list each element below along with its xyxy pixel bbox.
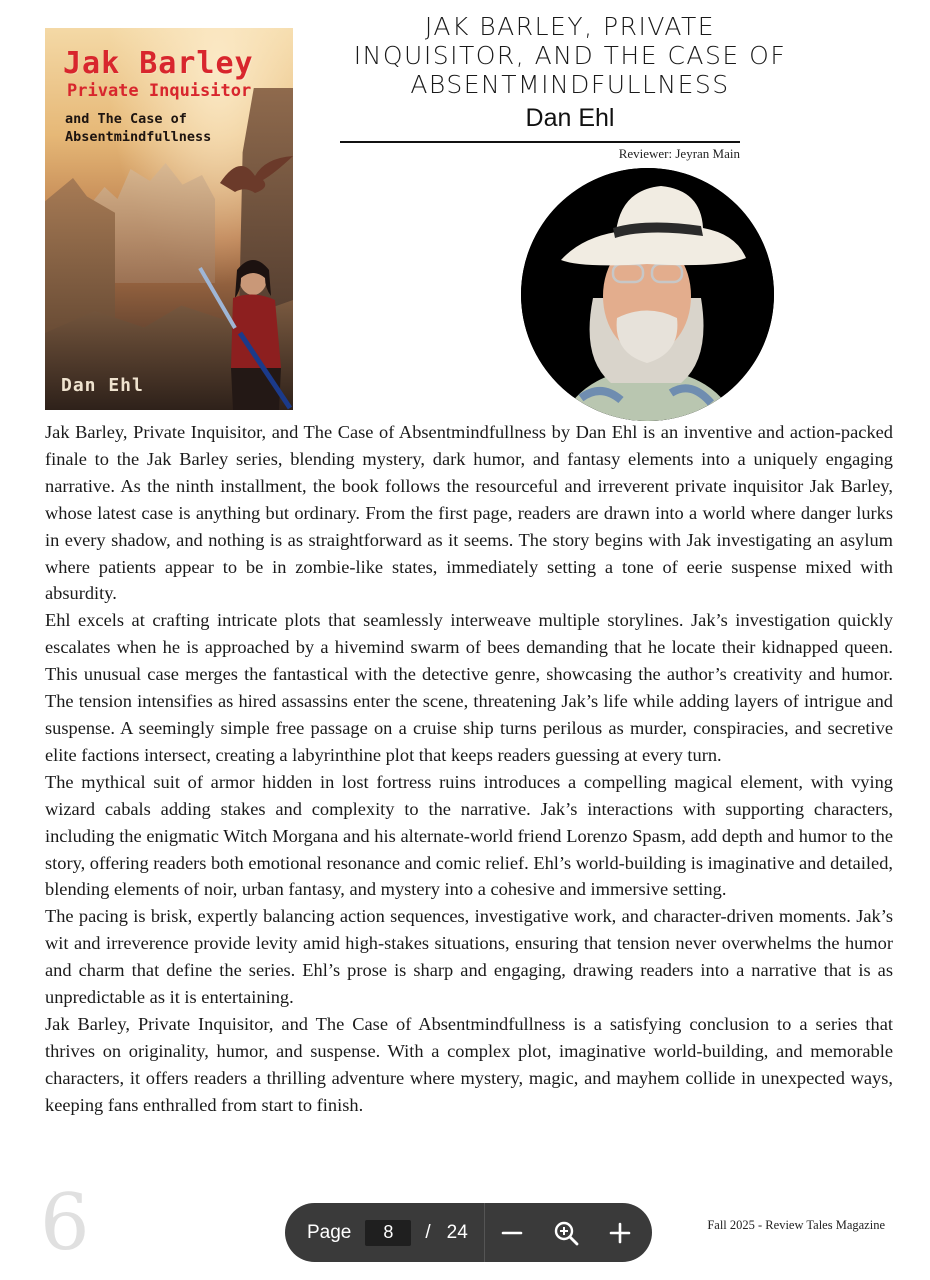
book-title: JAK BARLEY, PRIVATE INQUISITOR, AND THE CASE OF ABSENTMINDFULLNESS	[353, 12, 787, 99]
cover-author: Dan Ehl	[61, 375, 144, 396]
author-name: Dan Ehl	[525, 104, 615, 132]
cover-subtitle-2: and The Case of Absentmindfullness	[65, 111, 212, 145]
cover-title: Jak Barley	[63, 46, 254, 81]
printed-page-number: 6	[40, 1178, 90, 1268]
total-pages: 24	[446, 1221, 468, 1243]
author-photo	[521, 168, 774, 421]
article-paragraph: Jak Barley, Private Inquisitor, and The Case of Absentmindfullness is a satisfying conclusion to a series that thrives on originality, humor, and suspense. With a complex plot, imaginative world-building, and memorable characters, it offers readers a thrilling adventure where mystery, magic, and mayhem collide in unexpected ways, keeping fans enthralled from start to finish.	[45, 1013, 893, 1115]
article-paragraph: The mythical suit of armor hidden in lost fortress ruins introduces a compelling magical element, with vying wizard cabals adding stakes and complexity to the narrative. Jak’s interactions with supporting characters, including the enigmatic Witch Morgana and his alternate-world friend Lorenzo Spasm, add depth and humor to the story, offering readers both emotional resonance and comic relief. Ehl’s world-building is imaginative and detailed, blending elements of noir, urban fantasy, and mystery into a cohesive and immersive setting.	[45, 771, 893, 900]
dragon-icon	[215, 148, 293, 208]
minus-icon	[501, 1222, 523, 1244]
plus-icon	[609, 1222, 631, 1244]
reviewer-credit: Reviewer: Jeyran Main	[618, 146, 740, 161]
magazine-footer: Fall 2025 - Review Tales Magazine	[707, 1218, 885, 1232]
article-paragraph: The pacing is brisk, expertly balancing action sequences, investigative work, and character-driven moments. Jak’s wit and irreverence provide levity amid high-stakes situations, ensuring that tension never overwhelms the humor and charm that define the series. Ehl’s prose is sharp and engaging, drawing readers into a narrative that is as unpredictable as it is entertaining.	[45, 906, 893, 1008]
review-article	[45, 419, 893, 1119]
page-separator: /	[425, 1221, 431, 1243]
cover-hero-figure	[195, 248, 293, 410]
article-paragraph: Jak Barley, Private Inquisitor, and The Case of Absentmindfullness by Dan Ehl is an inventive and action-packed finale to the Jak Barley series, blending mystery, dark humor, and fantasy elements into a uniquely engaging narrative. As the ninth installment, the book follows the resourceful and irreverent private inquisitor Jak Barley, whose latest case is anything but ordinary. From the first page, readers are drawn into a world where danger lurks in every shadow, and nothing is as straightforward as it seems. The story begins with Jak investigating an asylum where patients appear to be in zombie-like states, immediately setting a tone of eerie suspense mixed with absurdity.	[45, 422, 893, 604]
page-label: Page	[307, 1221, 352, 1243]
zoom-in-button[interactable]	[593, 1203, 647, 1262]
current-page-input[interactable]	[365, 1220, 411, 1246]
book-cover	[45, 28, 293, 410]
article-paragraph: Ehl excels at crafting intricate plots that seamlessly interweave multiple storylines. Jak’s investigation quickly escalates when he is approached by a hivemind swarm of bees demanding that he locate their kidnapped queen. This unusual case merges the fantastical with the detective genre, showcasing the author’s creativity and humor. The tension intensifies as hired assassins enter the scene, threatening Jak’s life while adding layers of intrigue and suspense. A seemingly simple free passage on a cruise ship turns perilous as murder, conspiracies, and secretive elite factions intersect, creating a labyrinthine plot that keeps readers guessing at every turn.	[45, 610, 893, 765]
zoom-magnifier-icon	[553, 1220, 579, 1246]
pdf-viewer-toolbar	[285, 1203, 652, 1262]
zoom-out-button[interactable]	[485, 1203, 539, 1262]
page-navigator	[285, 1203, 485, 1262]
header-divider	[340, 141, 740, 143]
cover-subtitle: Private Inquisitor	[67, 81, 252, 101]
author-portrait-illustration	[521, 168, 774, 421]
zoom-button[interactable]	[539, 1203, 593, 1262]
